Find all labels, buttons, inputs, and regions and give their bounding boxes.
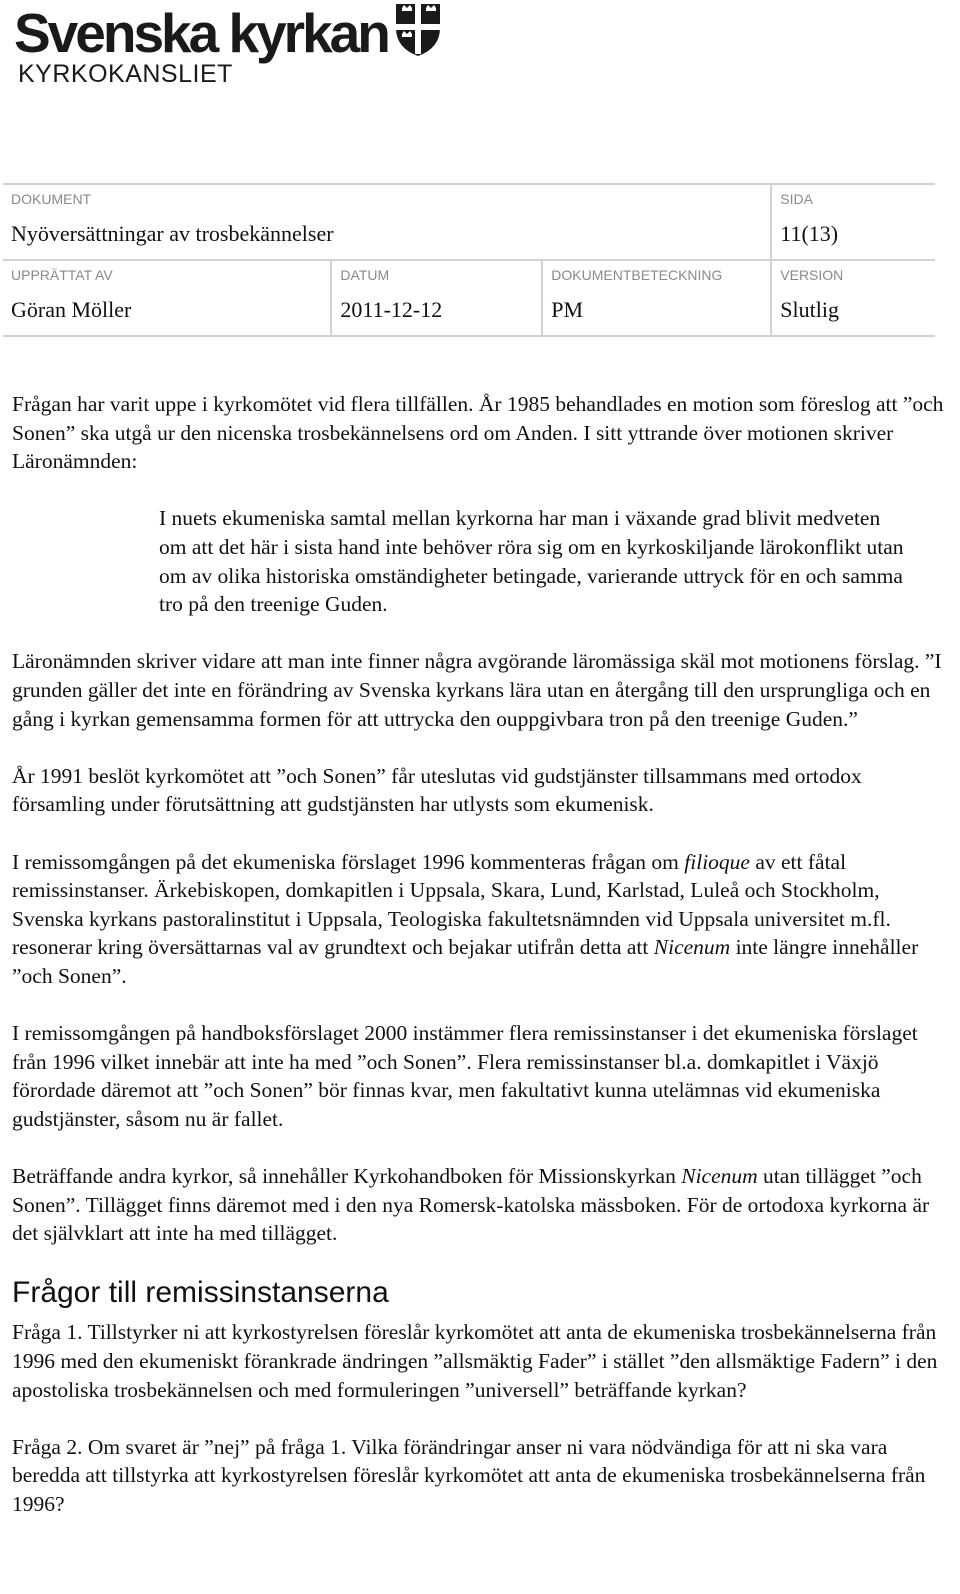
designation-label: DOKUMENTBETECKNING: [551, 267, 723, 283]
paragraph-1: Frågan har varit uppe i kyrkomötet vid flera tillfällen. År 1985 behandlades en motion som föreslog att ”och Sonen” ska utgå ur den nicenska trosbekännelsens ord om Anden. I sitt yttrande över motionen skriver Läronämnden:: [12, 392, 944, 474]
version-label: VERSION: [780, 267, 844, 283]
paragraph-3: År 1991 beslöt kyrkomötet att ”och Sonen” får uteslutas vid gudstjänster tillsammans med ortodox församling under förutsättning att gudstjänsten har utlysts som ekumenisk.: [12, 763, 862, 817]
question-2: Fråga 2. Om svaret är ”nej” på fråga 1. Vilka förändringar anser ni vara nödvändiga för att ni ska vara beredda att tillstyrka att kyrkostyrelsen föreslår kyrkomötet att anta de ekumeniska trosbekännelserna från 1996?: [12, 1434, 926, 1516]
paragraph-4-text-c: inte längre innehåller ”och Sonen”.: [12, 935, 919, 988]
organization-logo: [14, 2, 388, 88]
paragraph-6-text-b: utan tillägget ”och Sonen”. Tillägget finns däremot med i den nya Romersk-katolska mässboken. För de ortodoxa kyrkorna är det självklart att inte ha med tillägget.: [12, 1164, 930, 1246]
logo-subtitle: KYRKOKANSLIET: [18, 60, 233, 88]
paragraph-4-emphasis-2: Nicenum: [653, 935, 731, 960]
date-label: DATUM: [340, 267, 390, 283]
author-name: Göran Möller: [11, 297, 132, 322]
document-label: DOKUMENT: [11, 191, 92, 207]
logo-title: Svenska kyrkan: [14, 2, 388, 64]
section-heading: Frågor till remissinstanserna: [12, 1276, 389, 1310]
paragraph-4-emphasis-1: filioque: [684, 849, 750, 874]
question-1: Fråga 1. Tillstyrker ni att kyrkostyrelsen föreslår kyrkomötet att anta de ekumeniska trosbekännelserna från 1996 med den ekumeniskt förankrade ändringen ”allsmäktig Fader” i stället ”den allsmäktige Fadern” i den apostoliska trosbekännelsen och med formuleringen ”universell” beträffande kyrkan?: [12, 1320, 938, 1402]
paragraph-2: Läronämnden skriver vidare att man inte finner några avgörande läromässiga skäl mot motionens förslag. ”I grunden gäller det inte en förändring av Svenska kyrkans lära utan en återgång till den ursprungliga och en gång i kyrkan gemensamma formen för att uttrycka den ouppgivbara tron på den treenige Guden.”: [12, 649, 942, 731]
paragraph-6-emphasis: Nicenum: [681, 1164, 758, 1189]
paragraph-4-text-b: av ett fåtal remissinstanser. Ärkebiskopen, domkapitlen i Uppsala, Skara, Lund, Karlstad, Luleå och Stockholm, Svenska kyrkans pastoralinstitut i Uppsala, Teologiska fakultetsnämnden vid Uppsala universitet m.fl. resonerar kring översättarnas val av grundtext och bejakar utifrån detta att: [12, 849, 891, 960]
block-quote: I nuets ekumeniska samtal mellan kyrkorna har man i växande grad blivit medveten om att det här i sista hand inte behöver röra sig om en kyrkoskiljande lärokonflikt utan om av olika historiska omständigheter betingade, varierande uttryck för en och samma tro på den treenige Guden.: [159, 506, 904, 617]
author-label: UPPRÄTTAT AV: [11, 267, 113, 283]
paragraph-6-text-a: Beträffande andra kyrkor, så innehåller Kyrkohandboken för Missionskyrkan: [12, 1164, 682, 1189]
paragraph-4: [12, 848, 947, 991]
page-number: 11(13): [780, 221, 839, 246]
crest-icon: [392, 0, 444, 58]
document-date: 2011-12-12: [340, 297, 443, 322]
document-title: Nyöversättningar av trosbekännelser: [11, 221, 334, 246]
document-designation: PM: [551, 297, 584, 322]
paragraph-4-text-a: I remissomgången på det ekumeniska förslaget 1996 kommenteras frågan om: [12, 849, 685, 874]
document-body: [12, 390, 947, 1547]
page-label: SIDA: [780, 191, 813, 207]
paragraph-6: [12, 1162, 947, 1248]
paragraph-5: I remissomgången på handboksförslaget 2000 instämmer flera remissinstanser i det ekumeniska förslaget från 1996 vilket innebär att inte ha med ”och Sonen”. Flera remissinstanser bl.a. domkapitlet i Växjö förordade däremot att ”och Sonen” bör finnas kvar, men fakultativt kunna utelämnas vid ekumeniska gudstjänster, såsom nu är fallet.: [12, 1021, 918, 1131]
document-version: Slutlig: [780, 297, 839, 322]
document-metadata-table: [3, 183, 935, 337]
